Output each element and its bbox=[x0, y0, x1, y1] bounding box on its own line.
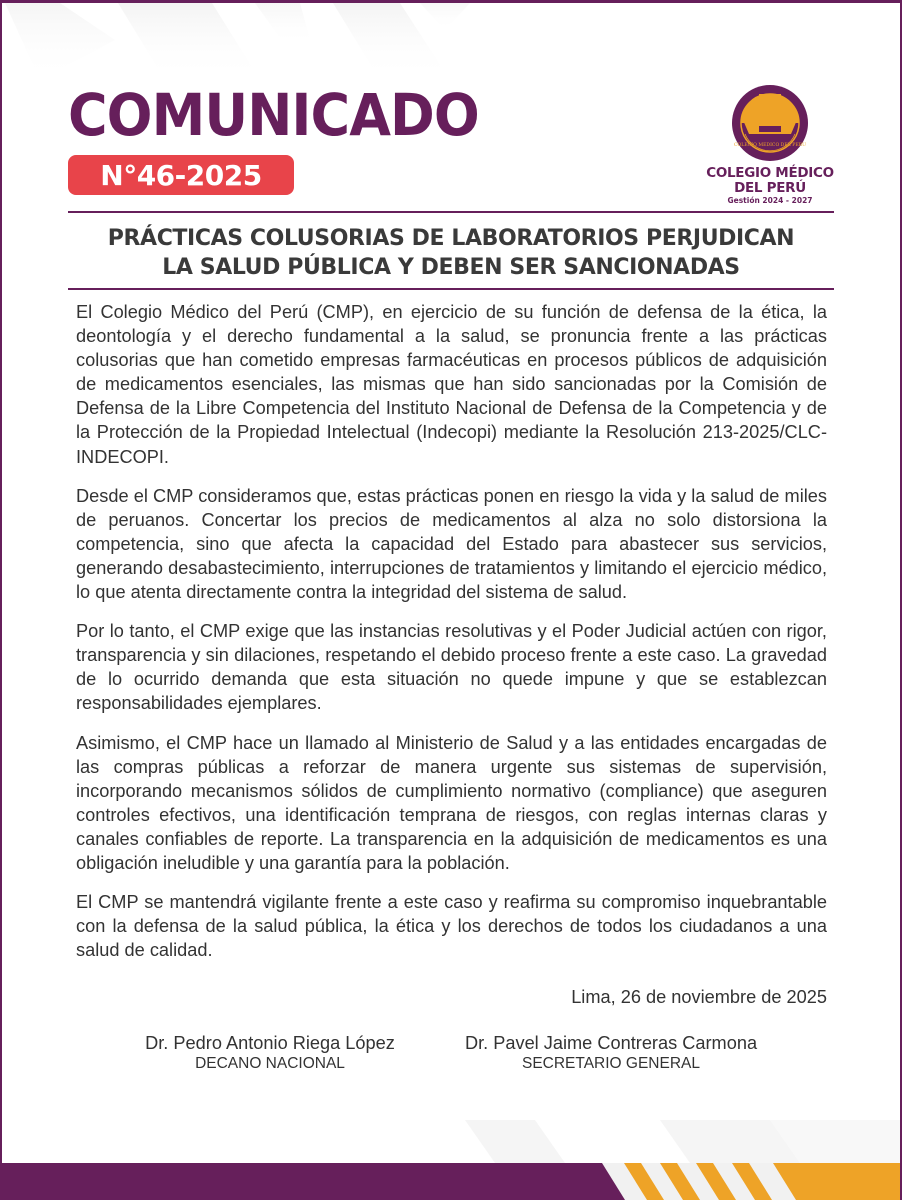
headline-bottom-divider bbox=[68, 288, 834, 290]
logo-name-line1: COLEGIO MÉDICO bbox=[706, 165, 834, 181]
signatory-name: Dr. Pavel Jaime Contreras Carmona bbox=[464, 1033, 758, 1053]
headline-top-divider bbox=[68, 211, 834, 213]
communique-body bbox=[76, 300, 827, 977]
communique-number: N°46-2025 bbox=[100, 158, 262, 192]
headline-line2: LA SALUD PÚBLICA Y DEBEN SER SANCIONADAS bbox=[162, 255, 740, 280]
colegio-medico-logo bbox=[700, 84, 840, 210]
signatory-name: Dr. Pedro Antonio Riega López bbox=[145, 1033, 395, 1053]
logo-term: Gestión 2024 - 2027 bbox=[727, 196, 813, 205]
paragraph: Por lo tanto, el CMP exige que las instancias resolutivas y el Poder Judicial actúen con rigor, transparencia y sin dilaciones, respetando el debido proceso frente a este caso. La gravedad de lo ocurrido demanda que esta situación no quede impune y que se establezcan responsabilidades ejemplares. bbox=[76, 621, 827, 714]
signatory-role: DECANO NACIONAL bbox=[195, 1055, 345, 1072]
paragraph: El Colegio Médico del Perú (CMP), en ejercicio de su función de defensa de la ética, la deontología y el derecho fundamental a la salud, se pronuncia frente a las prácticas colusorias que han cometido empresas farmacéuticas en procesos públicos de adquisición de medicamentos esenciales, las mismas que han sido sancionadas por la Comisión de Defensa de la Libre Competencia del Instituto Nacional de Defensa de la Competencia y de la Protección de la Propiedad Intelectual (Indecopi) mediante la Resolución 213-2025/CLC-INDECOPI. bbox=[76, 302, 827, 467]
paragraph: El CMP se mantendrá vigilante frente a este caso y reafirma su compromiso inquebrantable con la defensa de la salud pública, la ética y los derechos de todos los ciudadanos a una salud de calidad. bbox=[76, 892, 827, 961]
colegio-medico-seal-icon bbox=[731, 84, 809, 162]
logo-name-line2: DEL PERÚ bbox=[734, 180, 806, 196]
headline bbox=[68, 224, 834, 282]
signatory bbox=[446, 1032, 776, 1074]
footer-band bbox=[0, 1163, 902, 1200]
headline-line1: PRÁCTICAS COLUSORIAS DE LABORATORIOS PERJUDICAN bbox=[107, 226, 795, 251]
document-title: COMUNICADO bbox=[68, 81, 479, 149]
paragraph: Desde el CMP consideramos que, estas prácticas ponen en riesgo la vida y la salud de miles de peruanos. Concertar los precios de medicamentos al alza no solo distorsiona la competencia, sino que afecta la capacidad del Estado para abastecer sus servicios, generando desabastecimiento, interrupciones de tratamientos y limitando el ejercicio médico, lo que atenta directamente contra la integridad del sistema de salud. bbox=[76, 485, 827, 603]
signatory bbox=[126, 1032, 414, 1074]
signatory-role: SECRETARIO GENERAL bbox=[521, 1055, 700, 1072]
date-line: Lima, 26 de noviembre de 2025 bbox=[571, 987, 827, 1007]
seal-ring-text: COLEGIO MEDICO DEL PERU bbox=[733, 143, 807, 148]
paragraph: Asimismo, el CMP hace un llamado al Ministerio de Salud y a las entidades encargadas de las compras públicas a reforzar de manera urgente sus sistemas de supervisión, incorporando mecanismos sólidos de cumplimiento normativo (compliance) que aseguren controles efectivos, una identificación temprana de riesgos, con reglas internas claras y canales confiables de reporte. La transparencia en la adquisición de medicamentos es una obligación ineludible y una garantía para la población. bbox=[76, 732, 827, 873]
communique-number-badge bbox=[68, 155, 294, 195]
